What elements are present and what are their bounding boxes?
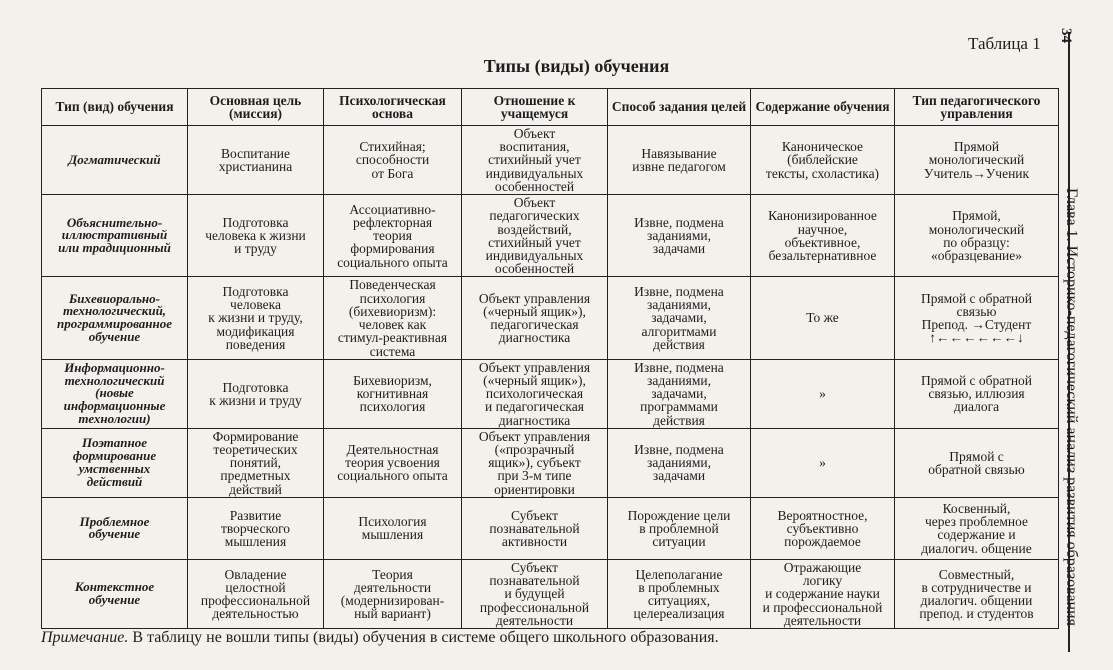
header-content: Содержание обучения <box>751 89 895 126</box>
table-cell: Объект педагогических воздействий, стихийный учет индивидуальных особенностей <box>462 195 608 277</box>
note-label: Примечание. <box>41 629 129 646</box>
table-cell: Подготовка человека к жизни и труду, модификация поведения <box>188 277 324 359</box>
header-goal: Основная цель (миссия) <box>188 89 324 126</box>
table-header-row <box>42 89 1059 126</box>
table-cell: Прямой монологический Учитель→Ученик <box>895 126 1059 195</box>
table-note <box>41 629 719 647</box>
table-cell: Субъект познавательной и будущей профессиональной деятельности <box>462 559 608 628</box>
table-cell: Подготовка к жизни и труду <box>188 359 324 428</box>
type-cell: Проблемное обучение <box>42 497 188 559</box>
table-cell: Деятельностная теория усвоения социального опыта <box>324 428 462 497</box>
type-cell: Бихевиорально- технологический, программированное обучение <box>42 277 188 359</box>
table-row <box>42 126 1059 195</box>
table-cell: Извне, подмена заданиями, задачами <box>608 428 751 497</box>
table-row <box>42 497 1059 559</box>
running-header: Глава 1. Историко-педагогический анализ развития образования <box>1063 188 1080 627</box>
table-cell: Извне, подмена заданиями, задачами, программами действия <box>608 359 751 428</box>
note-text: В таблицу не вошли типы (виды) обучения в системе общего школьного образования. <box>128 629 719 646</box>
table-cell: Воспитание христианина <box>188 126 324 195</box>
table-cell: Навязывание извне педагогом <box>608 126 751 195</box>
table-cell: Вероятностное, субъективно порождаемое <box>751 497 895 559</box>
table-cell: Теория деятельности (модернизирован- ный вариант) <box>324 559 462 628</box>
page-number: 34 <box>1058 28 1074 43</box>
table-cell: Каноническое (библейские тексты, схоластика) <box>751 126 895 195</box>
table-cell: Прямой, монологический по образцу: «образцевание» <box>895 195 1059 277</box>
table-cell: Целеполагание в проблемных ситуациях, целереализация <box>608 559 751 628</box>
table-row <box>42 359 1059 428</box>
table-cell: Формирование теоретических понятий, предметных действий <box>188 428 324 497</box>
table-cell: Овладение целостной профессиональной деятельностью <box>188 559 324 628</box>
header-goal-setting: Способ задания целей <box>608 89 751 126</box>
table-cell: Подготовка человека к жизни и труду <box>188 195 324 277</box>
table-cell: Отражающие логику и содержание науки и профессиональной деятельности <box>751 559 895 628</box>
table-cell: Прямой с обратной связью, иллюзия диалога <box>895 359 1059 428</box>
type-cell: Догматический <box>42 126 188 195</box>
table-cell: Объект воспитания, стихийный учет индивидуальных особенностей <box>462 126 608 195</box>
table-row <box>42 277 1059 359</box>
table-row <box>42 195 1059 277</box>
type-cell: Информационно- технологический (новые информационные технологии) <box>42 359 188 428</box>
table-cell: Объект управления («черный ящик»), педагогическая диагностика <box>462 277 608 359</box>
table-label: Таблица 1 <box>968 34 1041 53</box>
table-cell: Бихевиоризм, когнитивная психология <box>324 359 462 428</box>
table-cell: » <box>751 359 895 428</box>
type-cell: Объяснительно- иллюстративный или традиционный <box>42 195 188 277</box>
header-psychology: Психологическая основа <box>324 89 462 126</box>
table-cell: Ассоциативно- рефлекторная теория формирования социального опыта <box>324 195 462 277</box>
table-cell: Извне, подмена заданиями, задачами <box>608 195 751 277</box>
header-type: Тип (вид) обучения <box>42 89 188 126</box>
table-cell: Развитие творческого мышления <box>188 497 324 559</box>
header-management: Тип педагогического управления <box>895 89 1059 126</box>
table-cell: Прямой с обратной связью Препод. →Студент ↑←←←←←←↓ <box>895 277 1059 359</box>
table-title: Типы (виды) обучения <box>483 56 670 76</box>
table-cell: Извне, подмена заданиями, задачами, алгоритмами действия <box>608 277 751 359</box>
table-cell: Психология мышления <box>324 497 462 559</box>
type-cell: Поэтапное формирование умственных действий <box>42 428 188 497</box>
table-row <box>42 559 1059 628</box>
table-row <box>42 428 1059 497</box>
table-cell: Стихийная; способности от Бога <box>324 126 462 195</box>
table-cell: » <box>751 428 895 497</box>
table-cell: Прямой с обратной связью <box>895 428 1059 497</box>
table-cell: Поведенческая психология (бихевиоризм): человек как стимул-реактивная система <box>324 277 462 359</box>
table-cell: Субъект познавательной активности <box>462 497 608 559</box>
table-cell: Порождение цели в проблемной ситуации <box>608 497 751 559</box>
type-cell: Контекстное обучение <box>42 559 188 628</box>
table-cell: То же <box>751 277 895 359</box>
table-cell: Объект управления («черный ящик»), психологическая и педагогическая диагностика <box>462 359 608 428</box>
table-cell: Совместный, в сотрудничестве и диалогич. общении препод. и студентов <box>895 559 1059 628</box>
learning-types-table <box>41 88 1059 629</box>
table-cell: Канонизированное научное, объективное, безальтернативное <box>751 195 895 277</box>
table-cell: Косвенный, через проблемное содержание и диалогич. общение <box>895 497 1059 559</box>
header-attitude: Отношение к учащемуся <box>462 89 608 126</box>
table-cell: Объект управления («прозрачный ящик»), субъект при 3-м типе ориентировки <box>462 428 608 497</box>
